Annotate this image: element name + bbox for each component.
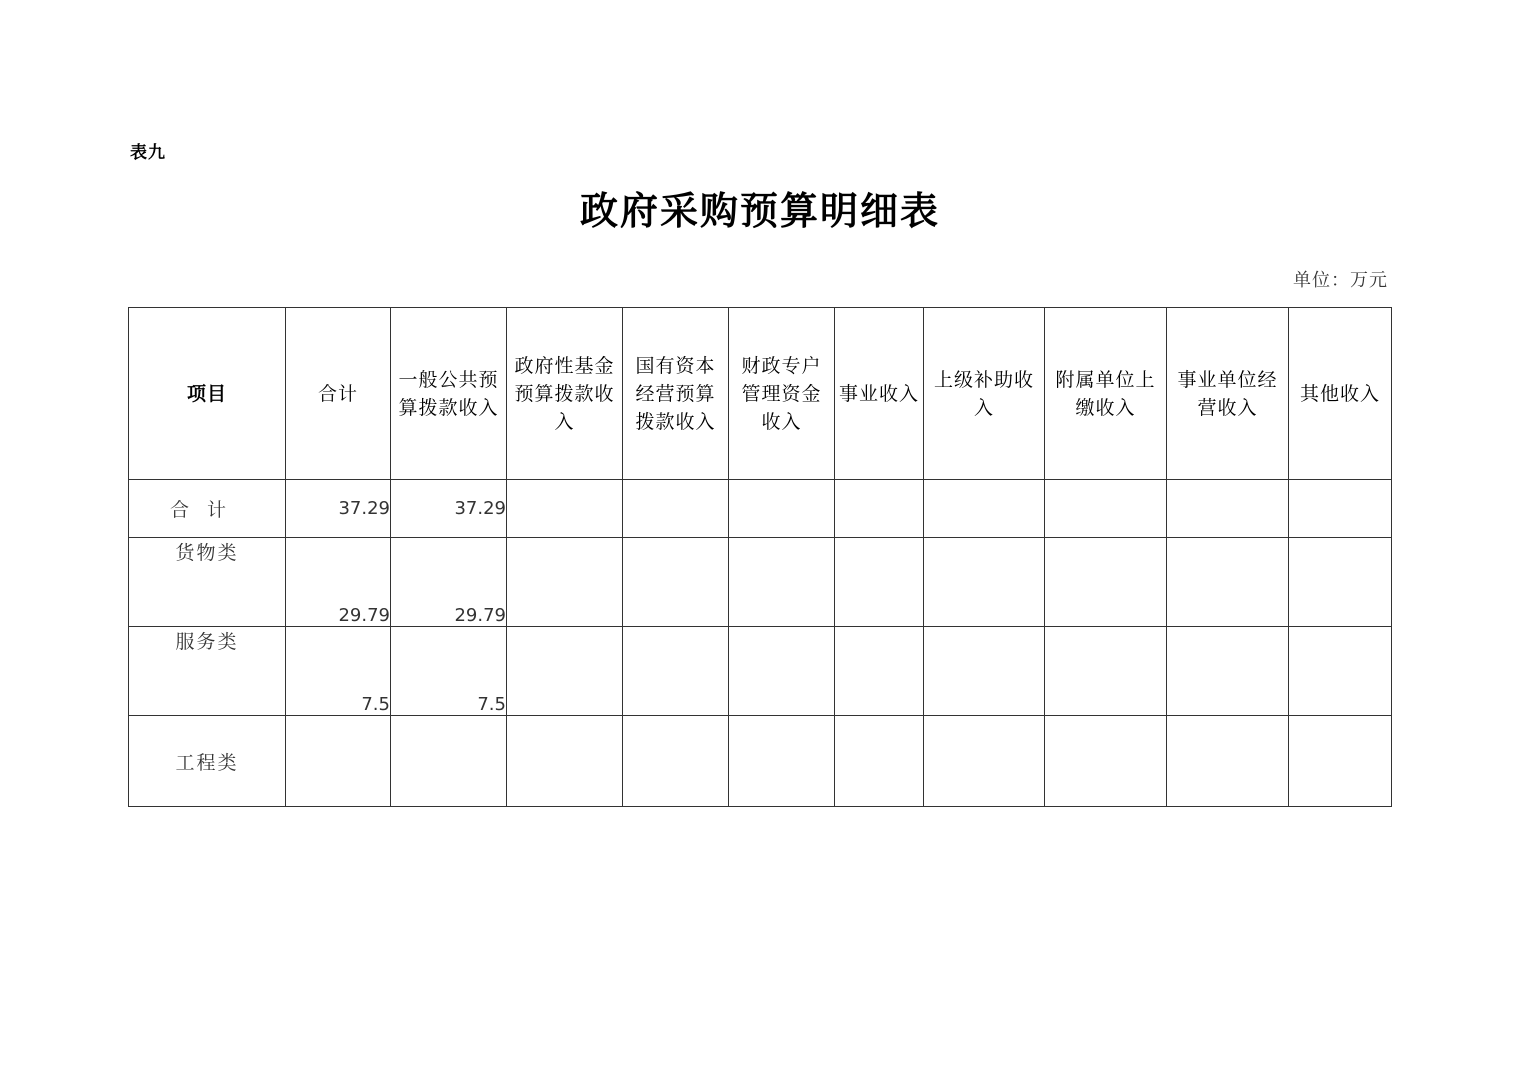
row-item-label: 合计 (129, 480, 286, 538)
empty-cell (729, 538, 835, 627)
empty-cell (729, 480, 835, 538)
row-general-public-value (391, 716, 507, 807)
col-header-total: 合计 (286, 308, 391, 480)
col-header-operating-income: 事业单位经营收入 (1167, 308, 1289, 480)
empty-cell (1289, 538, 1392, 627)
empty-cell (835, 627, 924, 716)
table-row (129, 480, 1392, 538)
col-header-other-income: 其他收入 (1289, 308, 1392, 480)
empty-cell (623, 538, 729, 627)
col-header-special-account-funds: 财政专户管理资金收入 (729, 308, 835, 480)
table-row (129, 716, 1392, 807)
table-row (129, 627, 1392, 716)
row-total-value: 29.79 (286, 538, 391, 627)
empty-cell (729, 716, 835, 807)
row-general-public-value: 29.79 (391, 538, 507, 627)
col-header-government-fund-budget: 政府性基金预算拨款收入 (507, 308, 623, 480)
empty-cell (507, 538, 623, 627)
row-item-label: 工程类 (129, 716, 286, 807)
empty-cell (924, 627, 1045, 716)
procurement-budget-table (128, 307, 1392, 807)
empty-cell (924, 716, 1045, 807)
empty-cell (1045, 627, 1167, 716)
page-title: 政府采购预算明细表 (579, 188, 940, 233)
empty-cell (1167, 716, 1289, 807)
empty-cell (507, 627, 623, 716)
row-item-label: 货物类 (129, 538, 286, 627)
row-total-value: 7.5 (286, 627, 391, 716)
empty-cell (507, 480, 623, 538)
empty-cell (507, 716, 623, 807)
empty-cell (924, 480, 1045, 538)
empty-cell (1167, 627, 1289, 716)
table-row (129, 538, 1392, 627)
empty-cell (1167, 538, 1289, 627)
row-total-value (286, 716, 391, 807)
row-item-label: 服务类 (129, 627, 286, 716)
empty-cell (1045, 480, 1167, 538)
empty-cell (729, 627, 835, 716)
col-header-business-income: 事业收入 (835, 308, 924, 480)
empty-cell (1289, 627, 1392, 716)
col-header-item: 项目 (129, 308, 286, 480)
header-row (129, 308, 1392, 480)
col-header-state-capital-budget: 国有资本经营预算拨款收入 (623, 308, 729, 480)
empty-cell (835, 480, 924, 538)
row-total-value: 37.29 (286, 480, 391, 538)
row-general-public-value: 37.29 (391, 480, 507, 538)
empty-cell (1289, 480, 1392, 538)
table-label: 表九 (130, 143, 166, 163)
empty-cell (835, 716, 924, 807)
empty-cell (924, 538, 1045, 627)
unit-label: 单位：万元 (1293, 270, 1388, 291)
empty-cell (623, 627, 729, 716)
empty-cell (623, 716, 729, 807)
empty-cell (1045, 538, 1167, 627)
row-general-public-value: 7.5 (391, 627, 507, 716)
empty-cell (835, 538, 924, 627)
empty-cell (1167, 480, 1289, 538)
empty-cell (1289, 716, 1392, 807)
col-header-superior-subsidy: 上级补助收入 (924, 308, 1045, 480)
col-header-subsidiary-remittance: 附属单位上缴收入 (1045, 308, 1167, 480)
empty-cell (1045, 716, 1167, 807)
empty-cell (623, 480, 729, 538)
col-header-general-public-budget: 一般公共预算拨款收入 (391, 308, 507, 480)
